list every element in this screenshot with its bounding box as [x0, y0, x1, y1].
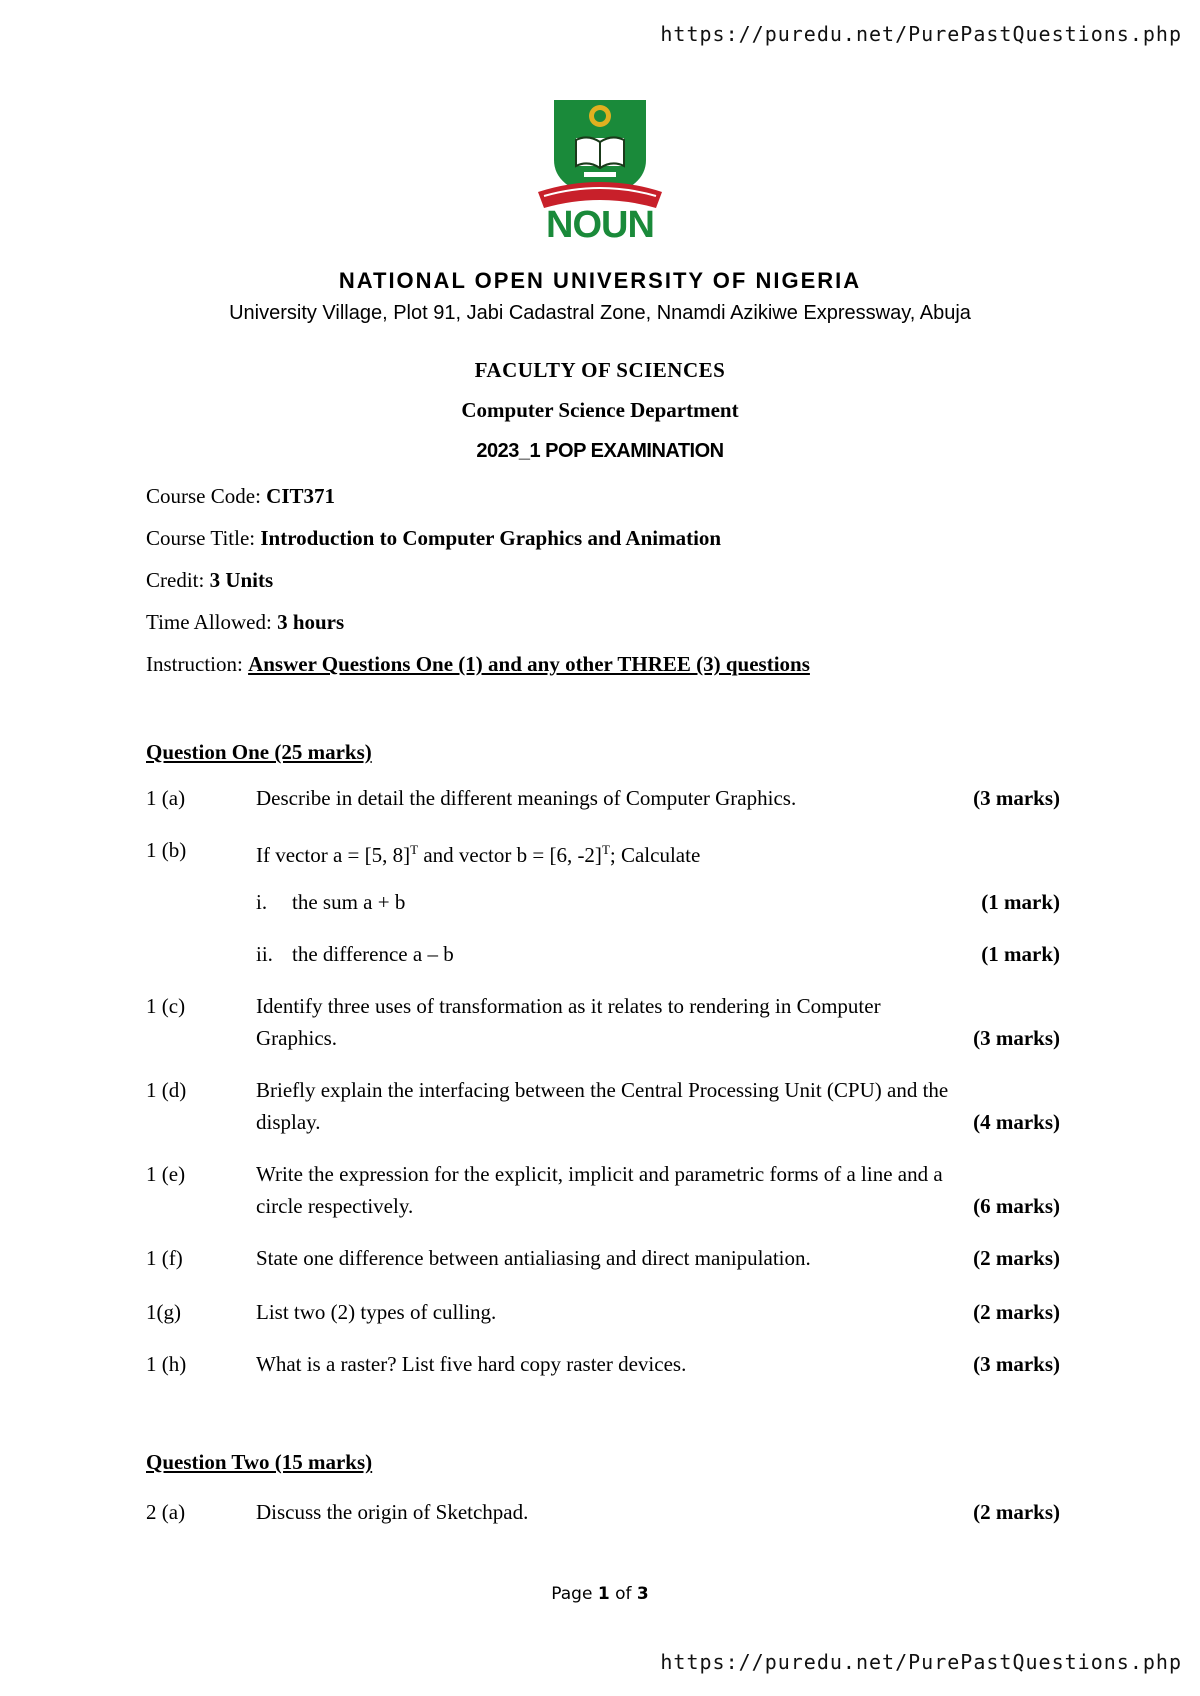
course-code-label: Course Code: [146, 484, 267, 508]
course-title-value: Introduction to Computer Graphics and Animation [260, 526, 722, 550]
question-text: List two (2) types of culling. [256, 1300, 497, 1324]
credit-line [146, 568, 273, 593]
credit-label: Credit: [146, 568, 210, 592]
question-text-line: Identify three uses of transformation as it relates to rendering in Computer [256, 994, 881, 1018]
question-marks: (2 marks) [973, 1500, 1060, 1524]
header-url: https://puredu.net/PurePastQuestions.php [660, 22, 1182, 46]
question-number: 1 (d) [146, 1078, 187, 1102]
course-title-line [146, 526, 721, 551]
course-title-label: Course Title: [146, 526, 261, 550]
time-label: Time Allowed: [146, 610, 278, 634]
question-number: 1 (h) [146, 1352, 187, 1376]
instruction-value: Answer Questions One (1) and any other THREE (3) questions [248, 652, 810, 676]
credit-value: 3 Units [209, 568, 274, 592]
question-text-line: Graphics. [256, 1026, 338, 1050]
question-text: State one difference between antialiasing and direct manipulation. [256, 1246, 811, 1270]
instruction-line [146, 652, 810, 677]
question-text-line: Write the expression for the explicit, implicit and parametric forms of a line and a [256, 1162, 943, 1186]
question-number: 1 (a) [146, 786, 186, 810]
university-name: NATIONAL OPEN UNIVERSITY OF NIGERIA [338, 268, 862, 293]
exam-title: 2023_1 POP EXAMINATION [476, 440, 724, 462]
instruction-label: Instruction: [146, 652, 249, 676]
subitem-text: the sum a + b [292, 890, 406, 914]
question-marks: (6 marks) [973, 1194, 1060, 1218]
subitem-label: ii. [256, 942, 273, 966]
page-number: Page 1 of 3 [551, 1584, 649, 1604]
question-marks: (4 marks) [973, 1110, 1060, 1134]
question-text-line: circle respectively. [256, 1194, 414, 1218]
question-marks: (1 mark) [981, 890, 1060, 914]
question-marks: (3 marks) [973, 1026, 1060, 1050]
subitem-label: i. [256, 890, 268, 914]
course-code-value: CIT371 [266, 484, 336, 508]
footer-url: https://puredu.net/PurePastQuestions.php [660, 1650, 1182, 1674]
question-number: 1(g) [146, 1300, 181, 1324]
logo-text: NOUN [546, 204, 654, 246]
faculty-title: FACULTY OF SCIENCES [474, 358, 726, 382]
subitem-text: the difference a – b [292, 942, 454, 966]
time-line [146, 610, 344, 635]
question-number: 1 (e) [146, 1162, 186, 1186]
question-number: 1 (c) [146, 994, 186, 1018]
question-number: 1 (f) [146, 1246, 183, 1270]
question-marks: (3 marks) [973, 1352, 1060, 1376]
question-two-heading: Question Two (15 marks) [146, 1450, 373, 1474]
question-marks: (2 marks) [973, 1246, 1060, 1270]
question-marks: (2 marks) [973, 1300, 1060, 1324]
question-text: If vector a = [5, 8]$^T$ and vector b = [6, -2]$^T$; Calculate [256, 842, 701, 867]
question-number: 1 (b) [146, 838, 187, 862]
question-text-line: display. [256, 1110, 321, 1134]
question-marks: (3 marks) [973, 786, 1060, 810]
department-title: Computer Science Department [461, 398, 739, 422]
question-text: Discuss the origin of Sketchpad. [256, 1500, 529, 1524]
noun-logo [536, 96, 664, 252]
university-address: University Village, Plot 91, Jabi Cadastral Zone, Nnamdi Azikiwe Expressway, Abuja [229, 302, 971, 324]
question-one-heading: Question One (25 marks) [146, 740, 372, 764]
question-marks: (1 mark) [981, 942, 1060, 966]
question-text: What is a raster? List five hard copy raster devices. [256, 1352, 687, 1376]
course-code-line [146, 484, 335, 509]
question-text-line: Briefly explain the interfacing between the Central Processing Unit (CPU) and the [256, 1078, 949, 1102]
question-number: 2 (a) [146, 1500, 186, 1524]
time-value: 3 hours [277, 610, 345, 634]
question-text: Describe in detail the different meanings of Computer Graphics. [256, 786, 797, 810]
